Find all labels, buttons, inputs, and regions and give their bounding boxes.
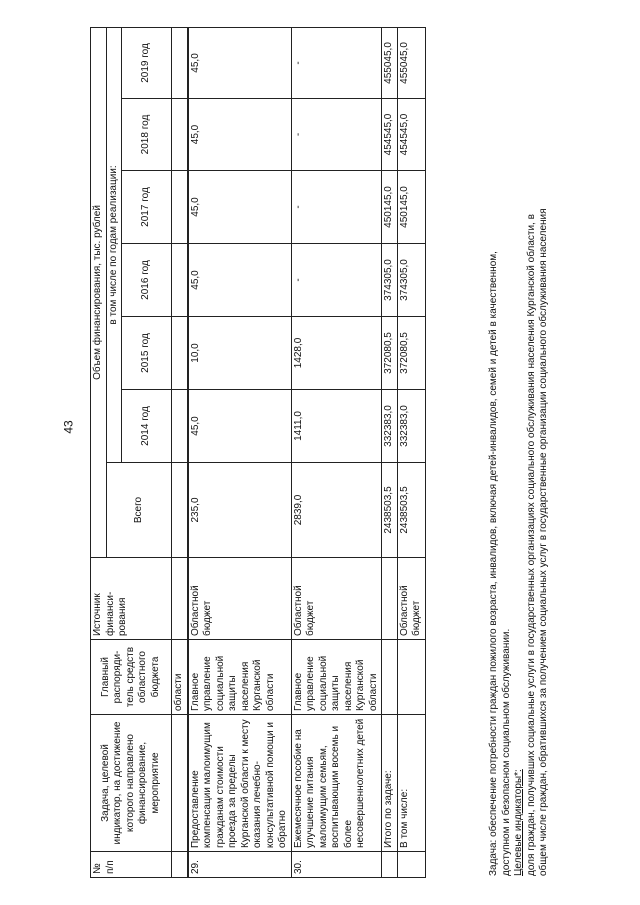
header-source: Источник финанси-рования [91, 558, 172, 640]
including-2015: 372080,5 [397, 317, 425, 390]
row-2018: - [291, 99, 382, 171]
total-2018: 454545,0 [382, 99, 398, 171]
row-num: 30. [291, 852, 382, 878]
including-2014: 332383,0 [397, 390, 425, 463]
row-manager: Главное управление социальной защиты населения Курганской области [188, 640, 292, 715]
subheader-row [172, 27, 188, 877]
row-2017: 45,0 [188, 171, 292, 244]
header-row-1 [91, 27, 107, 877]
including-label: В том числе: [397, 715, 425, 852]
row-2019: - [291, 27, 382, 98]
including-2016: 374305,0 [397, 244, 425, 317]
table-row [291, 27, 382, 877]
row-2017: - [291, 171, 382, 244]
header-volume: Объем финансирования, тыс. рублей [91, 27, 107, 557]
rotated-table-page [90, 28, 549, 878]
task-text-line: Задача: обеспечение потребности граждан пожилого возраста, инвалидов, включая детей-инвалидов, семей и детей в качественном, [488, 251, 499, 876]
row-2018: 45,0 [188, 99, 292, 171]
total-sum: 2438503,5 [382, 463, 398, 558]
row-2016: 45,0 [188, 244, 292, 317]
header-task: Задача, целевой индикатор, на достижение которого направлено финансирование, мероприятие [91, 715, 172, 852]
row-2014: 1411,0 [291, 390, 382, 463]
total-2016: 374305,0 [382, 244, 398, 317]
total-2015: 372080,5 [382, 317, 398, 390]
header-num: № п/п [91, 852, 172, 878]
row-source: Областной бюджет [291, 558, 382, 640]
including-2017: 450145,0 [397, 171, 425, 244]
header-year: 2014 год [122, 390, 172, 463]
row-task: Ежемесячное пособие на улучшение питания малоимущим семьям, воспитывающим восемь и более несовершеннолетних детей [291, 715, 382, 852]
page-number: 43 [61, 420, 76, 434]
including-row [397, 27, 425, 877]
header-total: Всего [106, 463, 172, 558]
including-source: Областной бюджет [397, 558, 425, 640]
total-row [382, 27, 398, 877]
total-label: Итого по задаче: [382, 715, 398, 852]
header-year: 2015 год [122, 317, 172, 390]
header-manager: Главный распоряди-тель средств областного бюджета [91, 640, 172, 715]
row-num: 29. [188, 852, 292, 878]
header-year: 2016 год [122, 244, 172, 317]
row-total: 2839,0 [291, 463, 382, 558]
including-2018: 454545,0 [397, 99, 425, 171]
total-2019: 455045,0 [382, 27, 398, 98]
row-2019: 45,0 [188, 27, 292, 98]
row-source: Областной бюджет [188, 558, 292, 640]
indicators-label: Целевые индикаторы*: [513, 769, 524, 876]
row-2016: - [291, 244, 382, 317]
row-2015: 1428,0 [291, 317, 382, 390]
task-text-line: доступном и безопасном социальном обслуживании. [500, 628, 512, 876]
header-year: 2019 год [122, 27, 172, 98]
row-manager: Главное управление социальной защиты населения Курганской области [291, 640, 382, 715]
financing-table [90, 27, 426, 878]
header-year: 2018 год [122, 99, 172, 171]
including-2019: 455045,0 [397, 27, 425, 98]
table-row [188, 27, 292, 877]
including-sum: 2438503,5 [397, 463, 425, 558]
row-2015: 10,0 [188, 317, 292, 390]
manager-continuation: области [172, 640, 188, 715]
total-2014: 332383,0 [382, 390, 398, 463]
indicator-text-line: общем числе граждан, обратившихся за получением социальных услуг в государственные организации социального обслуживания населения [538, 208, 549, 876]
row-2014: 45,0 [188, 390, 292, 463]
footer-text [488, 26, 551, 876]
header-year: 2017 год [122, 171, 172, 244]
row-task: Предоставление компенсации малоимущим гражданам стоимости проезда за пределы Курганской области к месту оказания лечебно-консультативной помощи и обратно [188, 715, 292, 852]
row-total: 235,0 [188, 463, 292, 558]
total-2017: 450145,0 [382, 171, 398, 244]
indicator-text-line: доля граждан, получивших социальные услуги в государственных организациях социального обслуживания населения Курганской области, в [525, 214, 537, 876]
header-by-years: в том числе по годам реализации: [106, 27, 122, 462]
